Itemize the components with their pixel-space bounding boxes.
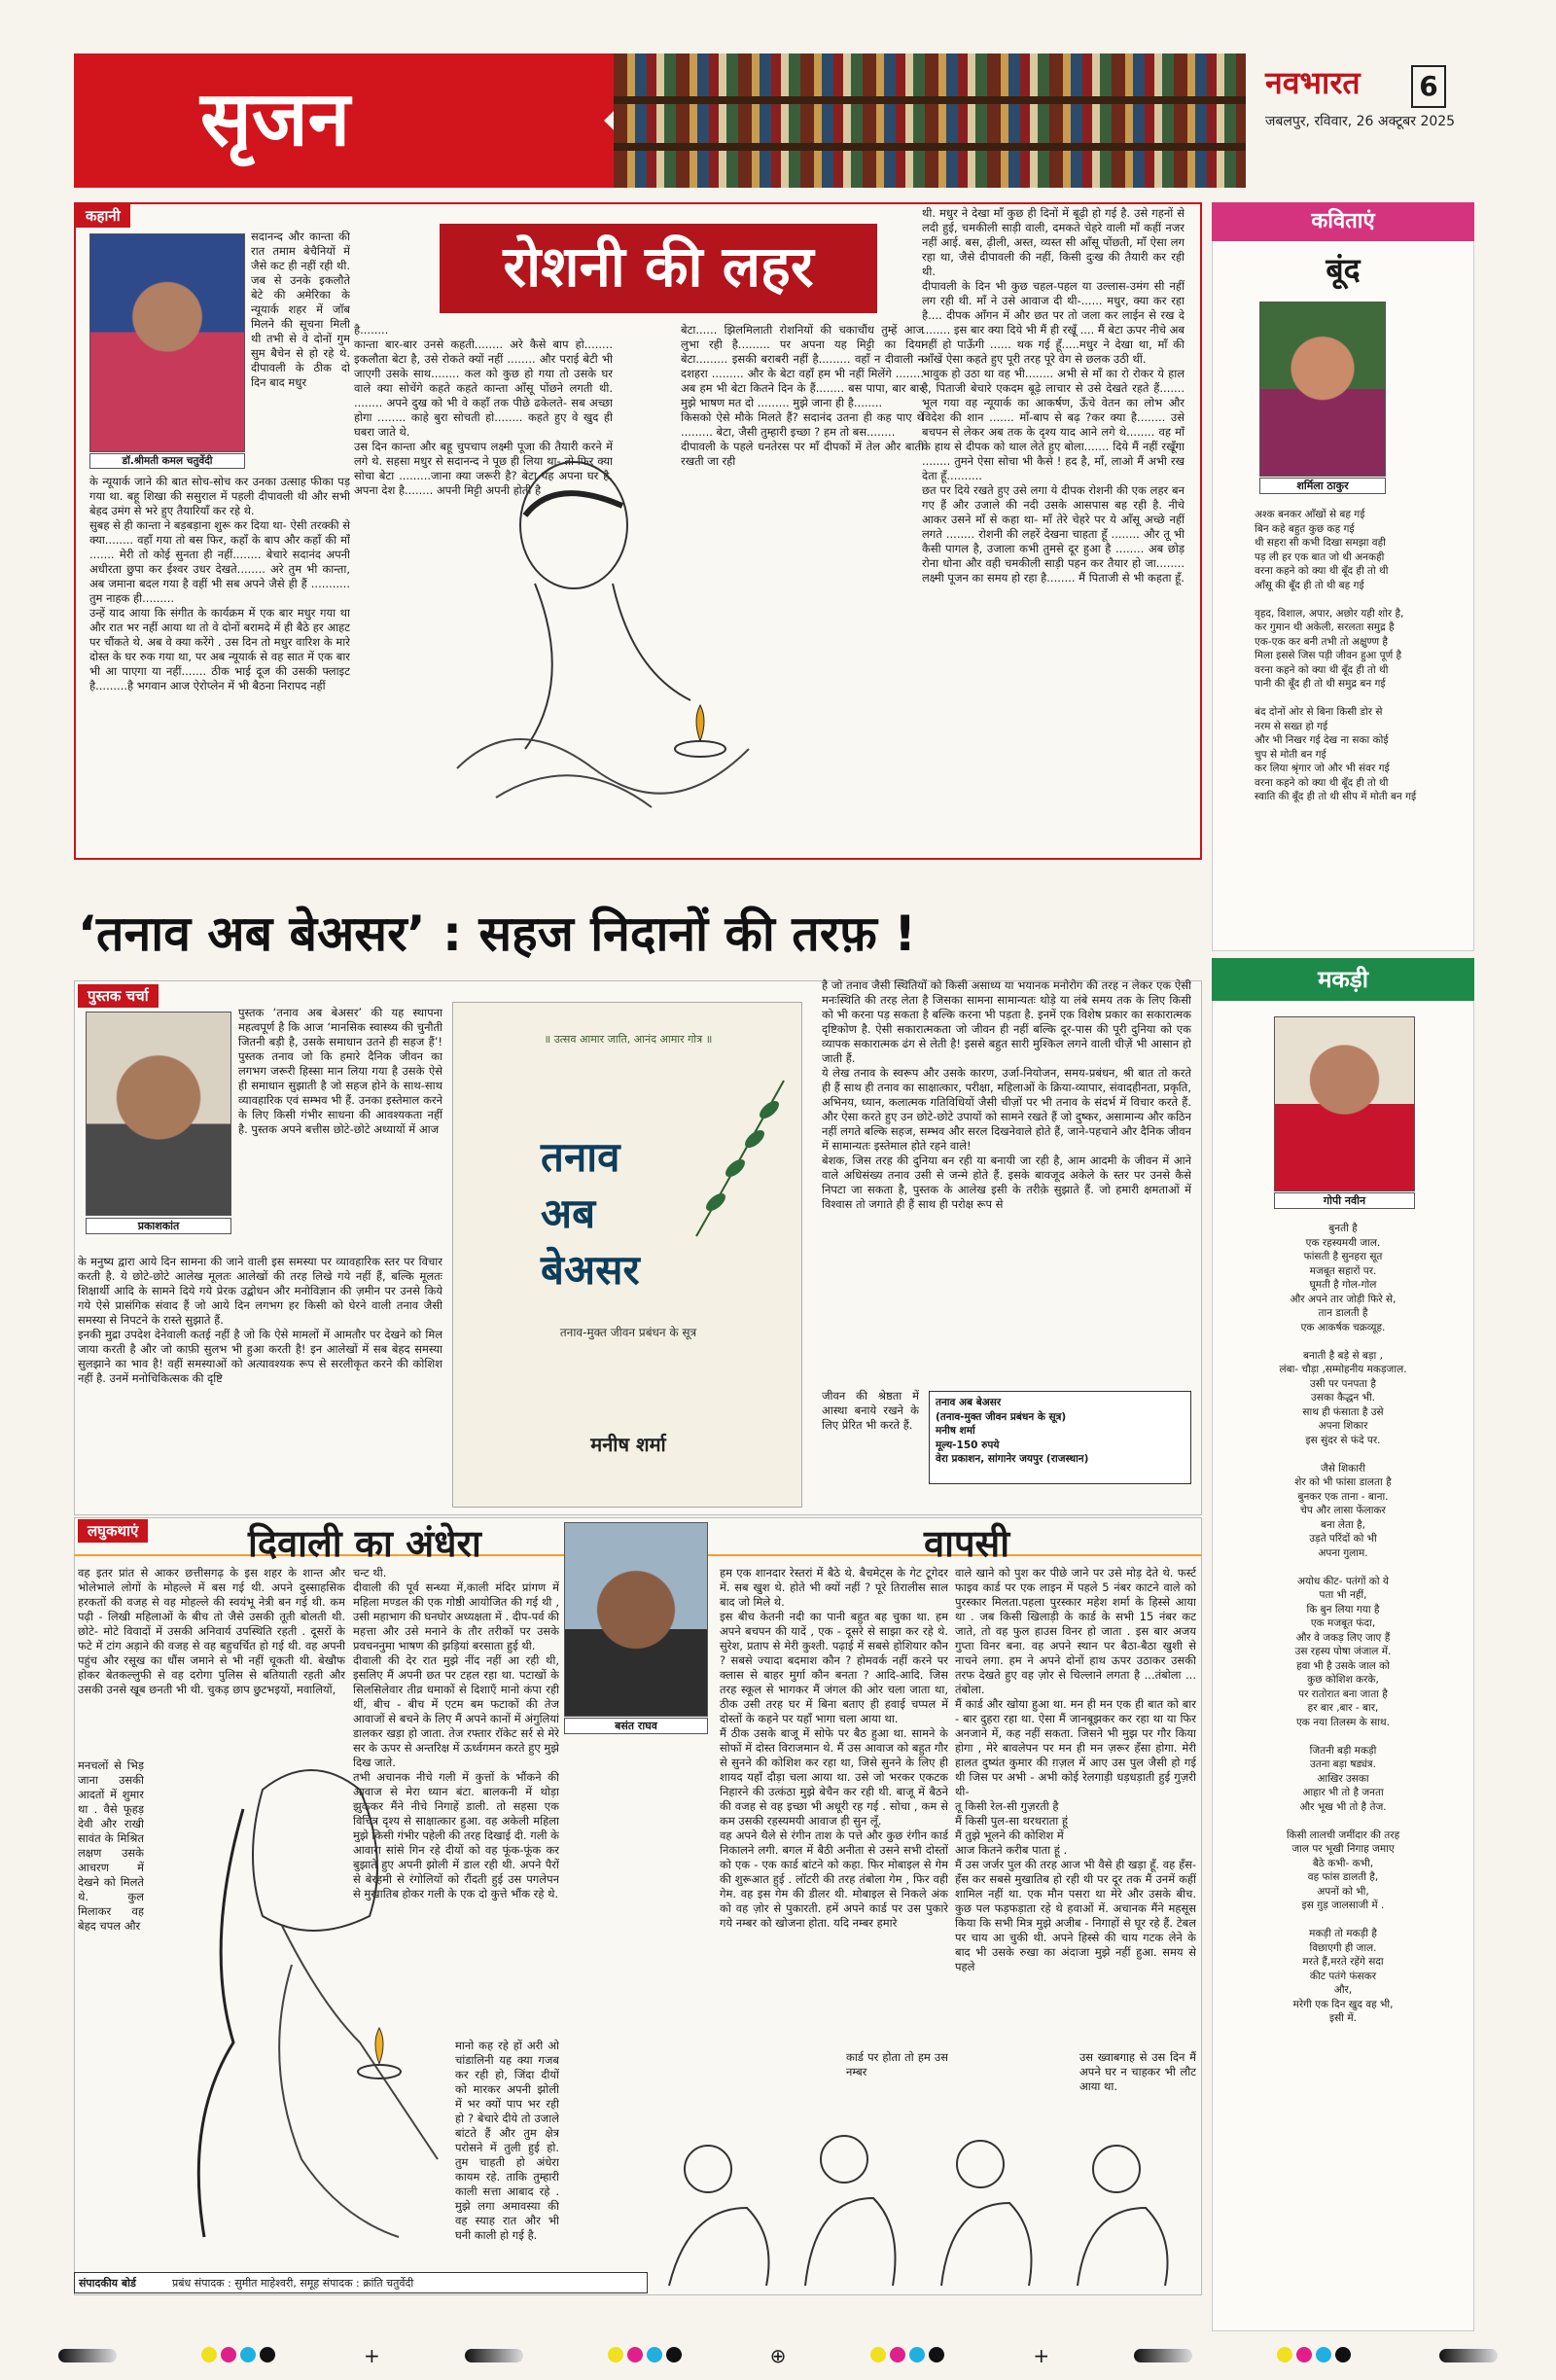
friends-group-illustration: [650, 2120, 1194, 2293]
short2-col2-end: उस ख्वाबगाह से उस दिन मैं अपने घर न चाहकर भी लौट आया था.: [1079, 2050, 1196, 2093]
woman-with-lamp-illustration: [146, 1751, 457, 2256]
short2-col2: वाले खाने को पुश कर पीछे जाने पर उसे मोड़ देते थे. फर्स्ट फाइव कार्ड पर एक लाइन में पहले 5 नंबर काटने वाले को पुरस्कार मिलता.पहला पुरस्कार महेश शर्मा के हिस्से आया था . जब किसी खिलाड़ी के कार्ड के सभी 15 नंबर कट जाते, तो वह फुल हाउस विनर हो जाता . इस बार अजय गुप्ता विनर बना. वह अपने स्थान पर बैठा-बैठा खुशी से नाचने लगा. हम ने अपने दोनों हाथ ऊपर उठाकर उसकी तरफ देखते हुए वह ज़ोर से चिल्लाने लगता है ...तंबोला ... तंबोला. मैं कार्ड और खोया हुआ था. मन ही मन एक ही बात को बार - बार दुहरा रहा था. ऐसा मैं जानबूझकर कर रहा था या फिर अनजाने में, कह नहीं सकता. जिसने भी मुझ पर गौर किया होगा , मेरे बावलेपन पर मन ही मन ज़रूर हँसा होगा. मेरी हालत दुष्यंत कुमार की ग़ज़ल में आए उस पुल जैसी हो गई थी जिस पर अभी - अभी कोई रेलगाड़ी धड़धड़ाती हुई गुज़री थी- तू किसी रेल-सी गुज़रती है मैं किसी पुल-सा थरथराता हूं मैं तुझे भूलने की कोशिश में आज कितने करीब पाता हूं . मैं उस जर्जर पुल की तरह आज भी वैसे ही खड़ा हूँ. वह हँस- हँस कर सबसे मुखातिब हो रही थी पर दूर तक मैं उनमें कहीं शामिल नहीं था. एक मौन पसरा था मेरे और उसके बीच. कुछ पल फड़फड़ाता रहे थे हवाओं में. अचानक मैंने महसूस किया कि सभी मित्र मुझे अजीब - निगाहों से घूर रहे हैं. टेबल पर चाय आ चुकी थी. अपने हिस्से की चाय गटक लेने के बाद भी उसके रुखा का अंदाजा मुझे नहीं हुआ. समय से पहले: [955, 1566, 1196, 1973]
page-number: 6: [1411, 65, 1446, 108]
book-author: मनीष शर्मा: [590, 1433, 666, 1456]
short-stories-tag: लघुकथाएं: [78, 1519, 148, 1543]
color-swatches: [870, 2347, 948, 2365]
masthead: [74, 53, 1484, 188]
poet-photo-sharmila: [1259, 302, 1386, 477]
review-col1-top: पुस्तक ‘तनाव अब बेअसर’ की यह स्थापना महत्वपूर्ण है कि आज ‘मानसिक स्वास्थ्य की चुनौती जितनी बड़ी है, उसके समाधान उतने ही सहज हैं’! पुस्तक तनाव जो कि हमारे दैनिक जीवन का लगभग जरूरी हिस्सा मान लिया गया है उसके ऐसे ही समाधान सुझाती है जो सहज होने के साथ-साथ व्यावहारिक एवं सम्भव भी हैं. उनका इस्तेमाल करने के लिए किसी गंभीर साधना की आवश्यकता नहीं है. पुस्तक अपने बत्तीस छोटे-छोटे अध्यायों में आज: [238, 1006, 442, 1136]
poem1-title: बूंद: [1326, 251, 1361, 288]
review-headline: ‘तनाव अब बेअसर’ : सहज निदानों की तरफ़ !: [78, 906, 916, 962]
registration-mark: [58, 2349, 117, 2362]
author-caption: डॉ.श्रीमती कमल चतुर्वेदी: [89, 453, 245, 469]
book-info-box: तनाव अब बेअसर (तनाव-मुक्त जीवन प्रबंधन के सूत्र) मनीष शर्मा मूल्य-150 रुपये वेरा प्रकाशन, सांगानेर जयपुर (राजस्थान): [929, 1391, 1191, 1484]
short2-col1: हम एक शानदार रेस्तरां में बैठे थे. बैचमेट्स के गेट टूगेदर में. सब खुश थे. होते भी क्यों नहीं ? पूरे तिरालीस साल बाद जो मिले थे. इस बीच केतनी नदी का पानी बहुत बह चुका था. हम अपने बचपन की यादें , एक - दूसरे से साझा कर रहे थे. सुरेश, प्रताप से मेरी कुश्ती. पढ़ाई में सबसे होशियार कौन ? सबसे ज्यादा बदमाश कौन ? होमवर्क नहीं करने पर क्लास से बाहर मुर्गा कौन बनता ? आदि-आदि. जिस तरह स्कूल से भागकर मैं जंगल की ओर चला जाता था, ठीक उसी तरह घर में बिना बताए ही हवाई चप्पल में दोस्तों के कहने पर यहाँ भागा चला आया था. मैं ठीक उसके बाजू में सोफे पर बैठ हुआ था. सामने के सोफों में दोस्त विराजमान थे. मैं उस आवाज को बहुत गौर से सुनने की कोशिश कर रहा था, जिसे सुनने के लिए ही शायद यहाँ दौड़ा चला आया था. उसे जो भरकर एकटक निहारने की उत्कंठा मुझे बेचैन कर रही थी. बाजू में बैठने की वजह से वह इच्छा भी अधूरी रह गई . सोचा , कम से कम उसकी रहस्यमयी आवाज ही सुन लूँ. वह अपने थैले से रंगीन ताश के पत्ते और कुछ रंगीन कार्ड निकालने लगी. बगल में बैठी अनीता से उसने सभी दोस्तों को एक - एक कार्ड बांटने को कहा. फिर मोबाइल से गेम की शुरूआत हुई . लॉटरी की तरह तंबोला गेम , फिर वही गेम. वह इस गेम की डीलर थी. मोबाइल से निकले अंक को वह ज़ोर से पुकारती. हमें अपने कार्ड पर उस पुकारे गये नम्बर को खोजना होता. यदि नम्बर हमारे: [720, 1566, 948, 1930]
short1-col2-end: मानो कह रहे हों अरी ओ चांडालिनी यह क्या गजब कर रही हो, जिंदा दीयों को मारकर अपनी झोली में भर क्यों पाप भर रही हो ? बेचारे दीये तो उजाले बांटते हैं और तुम क्षेत्र परोसने में तुली हुई हो. तुम चाहती हो अंधेरा कायम रहे. ताकि तुम्हारी काली सत्ता आबाद रहे . मुझे लगा अमावस्या की वह स्याह रात और भी घनी काली हो गई है.: [455, 2039, 559, 2242]
print-registration-strip: [58, 2344, 1498, 2367]
book-title: तनाव अब बेअसर: [541, 1133, 640, 1294]
book-subtitle: तनाव-मुक्त जीवन प्रबंधन के सूत्र: [559, 1326, 697, 1339]
review-col2: है जो तनाव जैसी स्थितियों को किसी असाध्य या भयानक मनोरोग की तरह न लेकर एक ऐसी मनःस्थिति की तरह लेता है जिसका सामना सामान्यतः थोड़े या लंबे समय तक के लिए किसी को भी करना पड़ सकता है बल्कि करना भी पड़ता है. इनमें एक विशेष प्रकार का सकारात्मक दृष्टिकोण है. ऐसी सकारात्मकता जो जीवन ही नहीं बल्कि दूर-पास की पूरी दुनिया को एक व्यापक सकारात्मक ढंग से लेती है! इससे बहुत सारी मुश्किल लगने वाली चीज़ें भी आसान हो जाती हैं. ये लेख तनाव के स्वरूप और उसके कारण, उर्जा-नियोजन, समय-प्रबंधन, श्री बात तो करते ही हैं साथ ही तनाव का साक्षात्कार, परीक्षा, महिलाओं के क्रिया-व्यापार, संवादहीनता, प्रकृति, अभिनय, ध्यान, कलात्मक गतिविधियों जैसी चीज़ों पर भी तनाव के संदर्भ में विचार करते हैं. और ऐसा करते हुए उन छोटे-छोटे उपायों को सामने रखते हैं जो दुष्कर, असामान्य और कठिन नहीं लगते बल्कि सहज, सम्भव और सरल दिखनेवाले होते हैं, जाने-पहचाने और दैनिक जीवन में सामान्यतः इस्तेमाल होते रहने वाले! बेशक, जिस तरह की दुनिया बन रही या बनायी जा रही है, आम आदमी के जीवन में आने वाले अधिसंख्य तनाव उसी से जन्मे होते हैं. इसके बावजूद अकेले के स्तर पर उनसे कैसे निपटा जा सकता है, पुस्तक के आलेख इसी के तरीक़े सुझाते हैं. जो हमारी क्षमताओं में विश्वास तो जगाते ही हैं साथ ही परोक्ष रूप से: [822, 978, 1191, 1211]
leaf-branch-graphic: [677, 1071, 794, 1246]
story-tag: कहानी: [76, 204, 130, 228]
section-title: सृजन: [200, 76, 350, 163]
registration-mark: [465, 2349, 523, 2362]
shelf-board-1: [614, 96, 1246, 104]
story-col1-bottom: के न्यूयार्क जाने की बात सोच-सोच कर उनका उत्साह फीका पड़ गया था. बहू शिखा की ससुराल में पहली दीपावली थी और सभी बेहद उमंग से भरे हुए तैयारियाँ कर रहे थे. सुबह से ही कान्ता ने बड़बड़ाना शुरू कर दिया था- ऐसी तरक्की से क्या........ वहाँ गया तो बस फिर, कहाँ के बाप और कहाँ की माँ ....... मेरी तो कोई सुनता ही नहीं........ बेचारे सदानंद अपनी अधीरता छुपा कर ईश्वर उधर देखते........ अरे तुम भी कान्ता, अब जमाना बदल गया है वहीं भी सब अपने जैसे ही हैं ........... तुम नाहक ही......... उन्हें याद आया कि संगीत के कार्यक्रम में एक बार मधुर गया था और रात भर नहीं आया था तो वे दोनों बरामदे में ही बैठे हर आहट पर चौंकते थे. अब वे क्या करेंगे . उस दिन तो मधुर वारिश के मारे दोस्त के घर रुक गया था, पर अब न्यूयार्क से वह सात में एक बार भी आ पाएगा या नहीं....... ठीक भाई दूज की उसकी फ्लाइट है.........है भगवान आज ऐरोप्लेन में भी बैठना निरापद नहीं: [89, 475, 350, 693]
editorial-label: संपादकीय बोर्ड: [79, 2277, 136, 2290]
registration-target: ⊕: [769, 2344, 787, 2367]
author-photo-prakash: [86, 1012, 231, 1216]
registration-mark: [1134, 2349, 1192, 2362]
story-col4: थी. मधुर ने देखा माँ कुछ ही दिनों में बूढ़ी हो गई है. उसे गहनों से लदी हुई, चमकीली साड़ी वाली, दमकते चेहरे वाली माँ कहीं नजर नहीं आई. बस, ढ़ीली, अस्त, व्यस्त सी आँसू पोंछती, माँ ऐसा लग रहा था, जैसे दीपावली की नहीं, किसी दुःख की तैयारी कर रही थी. दीपावली के दिन भी कुछ चहल-पहल या उल्लास-उमंग सी नहीं लग रही थी. माँ ने उसे आवाज दी थी-...... मधुर, क्या कर रहा है.... दीपक आँगन में और छत पर तो जला कर लाईन से रख दे ........ इस बार क्या दिये भी मैं ही रखूँ .... मैं बेटा ऊपर नीचे अब नहीं हो पाऊँगी ...... थक गई हूँ.....मधुर ने देखा था, माँ की आँखें ऐसा कहते हुए पूरी तरह पूरे वेग से छलक उठी थीं. भावुक हो उठा था वह भी........ अभी से माँ का रो रोकर ये हाल है, पिताजी बेचारे एकदम बूढ़े लाचार से उसे देखते रहते हैं....... भूल गया वह न्यूयार्क का आकर्षण, ऊँचे वेतन का लोभ और विदेश की शान ....... माँ-बाप से बढ़ ?कर क्या है........ उसे बचपन से लेकर अब तक के दृश्य याद आने लगे थे........ वह माँ के हाथ से दीपक को थाल लेते हुए बोला....... दिये मैं नहीं रखूँगा ........ तुमने ऐसा सोचा भी कैसे ! हद है, माँ, लाओ मैं अभी रख देता हूँ.......... छत पर दिये रखते हुए उसे लगा ये दीपक रोशनी की एक लहर बन गए हैं और उजाले की नदी उसके आसपास बह रही है. नीचे आकर उसने माँ से कहा था- माँ तेरे चेहरे पर ये आँसू अच्छे नहीं लगते ........ रोशनी की लहरें देखना चाहता हूँ ........ और तू भी कैसी पागल है, उजाला कभी तुमसे दूर हुआ है ........ अब छोड़ रोना धोना और वही चमकीली साड़ी पहन कर तैयार हो जा........ लक्ष्मी पूजन का समय हो रहा है........ मैं पिताजी से भी कहता हूँ.: [922, 206, 1185, 585]
poet1-caption: शर्मिला ठाकुर: [1259, 478, 1386, 494]
book-cover: [452, 1002, 802, 1508]
short-story-1-title: दिवाली का अंधेरा: [248, 1522, 481, 1565]
story-col1-top: सदानन्द और कान्ता की रात तमाम बेचैनियों में जैसे कट ही नहीं रही थी. जब से उनके इकलौते बेटे की अमेरिका के न्यूयार्क शहर में जॉब मिलने की सूचना मिली थी तभी से वे दोनों गुम सुम बैचेन से हो रहे थे. दीपावली के ठीक दो दिन बाद मधुर: [251, 230, 350, 389]
story-col3: बेटा...... झिलमिलाती रोशनियों की चकाचौंध तुम्हें आज लुभा रही है......... पर अपना यह मिट्टी का दिया बेटा......... इसकी बराबरी नहीं है......... वहाँ न दीवाली न दशहरा ......... और के बेटा वहाँ हम भी नहीं मिलेंगे ........ अब हम भी बेटा कितने दिन के हैं........ बस पापा, बार बार मुझे भाषण मत दो ......... मुझे जाना ही है........ किसको ऐसे मौके मिलते हैं? सदानंद उतना ही कह पाए थे ......... बेटा, जैसी तुम्हारी इच्छा ? हम तो बस........ दीपावली के पहले धनतेरस पर माँ दीपकों में तेल और बाती रखती जा रही: [681, 323, 924, 468]
story-col2: है........ कान्ता बार-बार उनसे कहती........ अरे कैसे बाप हो........ इकलौता बेटा है, उसे रोकते क्यों नहीं ........ और पराई बेटी भी जाएगी उसके साथ........ कल को कुछ हो गया तो उसके घर वाले क्या सोचेंगे कहते कहते कान्ता आँसू पोंछने लगती थी. ........ अपने दुख को भी वे कहाँ तक पीछे ढकेलते- सब अच्छा होगा ........ काहे बुरा सोचती हो........ कहते हुए वे खुद ही घबरा जाते थे. उस दिन कान्ता और बहू चुपचाप लक्ष्मी पूजा की तैयारी करने में लगे थे. सहसा मधुर से सदानन्द ने पूछ ही लिया था- तो फिर क्या सोचा बेटा .........जाना क्या जरूरी है? बेटा यह अपना घर है, अपना देश है........ अपनी मिट्टी अपनी होती है: [354, 323, 613, 497]
bookshelf-image: [614, 53, 1246, 188]
shelf-board-2: [614, 143, 1246, 151]
short-story-2-title: वापसी: [924, 1522, 1010, 1565]
poem1-text: अश्क बनकर आँखों से बह गई बिन कहे बहुत कुछ कह गई थी सहरा सी कभी दिखा समझा वही पड़ ली हर एक बात जो थी अनकही वरना कहने को क्या थी बूँद ही तो थी आँसू की बूँद ही तो थी बह गई वृहद, विशाल, अपार, अछोर यही शोर है, कर गुमान थी अकेली, सरलता समुद्र है एक-एक कर बनी तभी तो अक्षुण्ण है मिला इससे जिस पड़ी जीवन हुआ पूर्ण है वरना कहने को क्या थी बूँद ही तो थी पानी की बूँद ही तो थी समुद्र बन गई बंद दोनों ओर से बिना किसी डोर से नरम से सख्त हो गई और भी निखर गई देख ना सका कोई चुप से मोती बन गई कर लिया श्रृंगार जो और भी संवर गई वरना कहने को क्या थी बूँद ही तो थी स्वाति की बूँद ही तो थी सीप में मोती बन गई: [1255, 509, 1417, 802]
review-author-caption: प्रकाशकांत: [86, 1218, 231, 1234]
short1-col1-bottom: मनचलों से भिड़ जाना उसकी आदतों में शुमार था . वैसे फूहड़ देवी और राखी सावंत के मिश्रित लक्षण उसके आचरण में देखने को मिलते थे. कुल मिलाकर वह बेहद चपल और: [78, 1758, 144, 1933]
review-col2-end: जीवन की श्रेष्ठता में आस्था बनाये रखने के लिए प्रेरित भी करते हैं.: [822, 1389, 919, 1432]
dateline: जबलपुर, रविवार, 26 अक्टूबर 2025: [1265, 114, 1456, 129]
poem2-text: बुनती है एक रहस्यमयी जाल. फांसती है सुनहरा सूत मजबूत सहारों पर. घूमती है गोल-गोल और अपने तार जोड़ी फिरे से, तान डालती है एक आकर्षक चक्रव्यूह. बनाती है बड़े से बड़ा , लंबा- चौड़ा ,सम्मोहनीय मकड़जाल. उसी पर पनपता है उसका कैद्धन भी. साथ ही फंसाता है उसे अपना शिकार इस सुंदर से फंदे पर. जैसे शिकारी शेर को भी फांसा डालता है बुनकर एक ताना - बाना. चेप और लासा फेंलाकर बना लेता है, उड़ते परिंदों को भी अपना गुलाम. अयोध कीट- पतंगों को ये पता भी नहीं, कि बुन लिया गया है एक मजबूत फंदा, और वे जकड़ लिए जाए हैं उस रहस्य पोषा जंजाल में. हवा भी है उसके जाल को कुछ कोशिश करके, पर रातोरात बना जाता है हर बार ,बार - बार, एक नया तिलस्म के साथ. जितनी बड़ी मकड़ी उतना बड़ा षड्यंत्र. आखिर उसका आहार भी तो है जनता और भूख भी तो है तेज. किसी लालची जमींदार की तरह जाल पर भूखी निगाह जमाए बैठे कभी- कभी, वह फांस डालती है, अपनों को भी, इस ग़ुड़ जालसाजी में . मकड़ी तो मकड़ी है विछाएगी ही जाल. मरते हैं,मरते रहेंगे सदा कीट पतंगे फंसकर और, मरेगी एक दिन खुद वह भी, इसी में.: [1279, 1223, 1407, 2024]
short1-col1-top: वह इतर प्रांत से आकर छत्तीसगढ़ के इस शहर के शान्त और भोलेभाले लोगों के मोहल्ले में बस गई थी. अपने दुस्साहसिक हरकतों की वजह से वह मोहल्ले की स्वयंभू नेत्री बन गई थी. कम पढ़ी - लिखी महिलाओं के बीच तो जैसे उसकी तूती बोलती थी. छोटे- मोटे विवादों में उसकी अनिवार्य उपस्थिति रहती . दूसरों के फटे में टांग अड़ाने की वजह से वह बहुचर्चित हो गई थी. वह अपनी पहुंच और रसूख का धौंस जमाने से भी नहीं चूकती थी. बेखौफ होकर बेतकल्लुफी से वह दरोगा पुलिस से बतियाती रहती और उसकी उनसे खूब छनती भी थी. चुकड़ छाप छुटभइयों, मवालियों,: [78, 1566, 345, 1696]
story-title: रोशनी की लहर: [440, 224, 877, 313]
short1-col2: चन्ट थी. दीवाली की पूर्व सन्ध्या में,काली मंदिर प्रांगण में महिला मण्डल की एक गोष्ठी आयोजित की गई थी , उसी महाभाग की घनघोर अध्यक्षता में . दीप-पर्व की महत्ता और उसे मनाने के तौर तरीकों पर उसके प्रवचननुमा भाषण की झड़ियां बरसाता हुई थी. दीवाली की देर रात मुझे नींद नहीं आ रही थी, इसलिए मैं अपनी छत पर टहल रहा था. पटाखों के सिलसिलेवार तीव्र धमाकों से दिशाएँ मानो कंपा रही थीं, बीच - बीच में एटम बम फटाकों की तेज आवाजों से बचने के लिए मैं अपने कानों में अंगुलियां डालकर खड़ा हो जाता. तेज रफ्तार रॉकेट सर्र से मेरे सर के ऊपर से अन्तरिक्ष में ऊर्ध्वगमन करते हुए मुझे दिख जाते. तभी अचानक नीचे गली में कुत्तों के भौंकने की आवाज से मेरा ध्यान बंटा. बालकनी में थोड़ा झुककर मैंने नीचे निगाहें डाली. तो सहसा एक विचित्र दृश्य से साक्षात्कार हुआ. वह अकेली महिला मुझे किसी गंभीर पहेली की तरह दिखाई दी. गली के आवारा सांसे गिन रहे दीयों को वह फूंक-फूंक कर बुझाते हुए अपनी झोली में डाल रही थी. अपने पैरों से बेरहमी से रंगोलियों को रौंदती हुई उस पगलेपन से मुखातिब होकर गली के एक दो कुत्ते भौंक रहे थे.: [353, 1566, 559, 1900]
color-swatches: [608, 2347, 686, 2365]
author-photo-basant: [564, 1522, 708, 1717]
editorial-board: [74, 2272, 648, 2293]
poet-photo-gopi: [1274, 1016, 1415, 1191]
poems-heading: कविताएं: [1212, 202, 1474, 241]
registration-cross: +: [1033, 2344, 1050, 2367]
short2-col1-end: कार्ड पर होता तो हम उस नम्बर: [846, 2050, 948, 2078]
poet2-caption: गोपी नवीन: [1274, 1192, 1415, 1209]
author-photo-kamal: [89, 233, 245, 452]
review-col1-bottom: के मनुष्य द्वारा आये दिन सामना की जाने वाली इस समस्या पर व्यावहारिक स्तर पर विचार करती है. ये छोटे-छोटे आलेख मूलतः आलेखों की तरह लिखे गये नहीं हैं, बल्कि मूलतः शिक्षार्थी आदि के सामने दिये गये प्रेरक उद्बोधन और मनोविज्ञान की ज़मीन पर उनसे किये गये ऐसे प्रासंगिक संवाद हैं जो आये दिन लगभग हर किसी को घेरने वाली तनाव जैसी समस्या से निपटने के रास्ते सुझाते हैं. इनकी मुद्रा उपदेश देनेवाली कतई नहीं है जो कि ऐसे मामलों में आमतौर पर देखने को मिल जाया करती है और जो काफ़ी सुलभ भी हुआ करती है! इन आलेखों में सब बेहद समस्या सुलझाने का भाव है! वहीं समस्याओं को अत्यावश्यक रूप से सरलीकृत करने की कोशिश नहीं है. उनमें मनोचिकित्सक की दृष्टि: [78, 1255, 442, 1385]
registration-mark: [1439, 2349, 1498, 2362]
editorial-names: प्रबंध संपादक : सुमीत माहेश्वरी, समूह संपादक : क्रांति चतुर्वेदी: [172, 2277, 414, 2290]
color-swatches: [201, 2347, 279, 2365]
poem2-title: मकड़ी: [1212, 958, 1474, 1001]
short-author-caption: बसंत राघव: [564, 1718, 708, 1734]
paper-name: नवभारत: [1265, 64, 1361, 101]
registration-cross: +: [363, 2344, 380, 2367]
book-tagline: ॥ उत्सव आमार जाति, आनंद आमार गोत्र ॥: [544, 1033, 713, 1046]
color-swatches: [1277, 2347, 1355, 2365]
story-illustration: [379, 457, 807, 846]
review-tag: पुस्तक चर्चा: [78, 984, 159, 1008]
